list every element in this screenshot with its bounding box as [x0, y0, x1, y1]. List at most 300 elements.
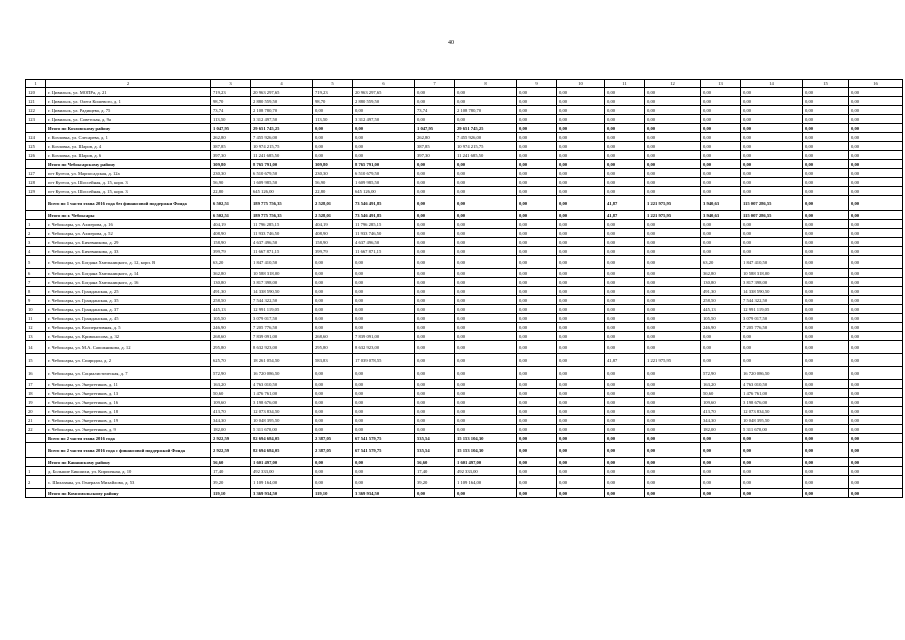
- value-cell: 2 880 559,50: [353, 97, 415, 106]
- value-cell: 17,40: [415, 467, 455, 476]
- value-cell: 0,00: [557, 443, 605, 458]
- value-cell: 163,20: [211, 380, 251, 389]
- address-cell: Всего по 1 части этапа 2016 года без финансовой поддержки Фонда: [46, 196, 211, 211]
- value-cell: 258,50: [211, 296, 251, 305]
- value-cell: 0,00: [849, 434, 903, 443]
- total-row: [26, 124, 903, 133]
- value-cell: 0,00: [313, 398, 353, 407]
- value-cell: 11 241 685,50: [251, 151, 313, 160]
- value-cell: 0,00: [645, 187, 701, 196]
- table-row: [26, 278, 903, 287]
- value-cell: 535,54: [415, 443, 455, 458]
- value-cell: 0,00: [849, 458, 903, 467]
- value-cell: 0,00: [645, 142, 701, 151]
- row-number: 13: [26, 332, 46, 341]
- value-cell: 0,00: [849, 133, 903, 142]
- value-cell: 0,00: [557, 220, 605, 229]
- total-row: [26, 211, 903, 220]
- value-cell: 0,00: [803, 211, 849, 220]
- total-row: [26, 196, 903, 211]
- header-cell: 10: [557, 80, 605, 88]
- value-cell: 1 221 975,95: [645, 196, 701, 211]
- header-cell: 2: [46, 80, 211, 88]
- address-cell: пгт Кугеси, ул. Марпосадская, д. 12а: [46, 169, 211, 178]
- value-cell: 0,00: [849, 211, 903, 220]
- value-cell: 0,00: [557, 178, 605, 187]
- value-cell: 408,90: [313, 229, 353, 238]
- value-cell: 0,00: [455, 332, 517, 341]
- value-cell: 0,00: [353, 323, 415, 332]
- value-cell: 0,00: [415, 278, 455, 287]
- value-cell: 0,00: [313, 458, 353, 467]
- value-cell: 0,00: [803, 115, 849, 124]
- value-cell: 0,00: [313, 314, 353, 323]
- value-cell: 0,00: [557, 380, 605, 389]
- value-cell: 0,00: [415, 367, 455, 380]
- value-cell: 0,00: [557, 323, 605, 332]
- value-cell: 0,00: [605, 443, 645, 458]
- value-cell: 0,00: [645, 323, 701, 332]
- value-cell: 0,00: [741, 169, 803, 178]
- value-cell: 0,00: [517, 458, 557, 467]
- value-cell: 50,60: [211, 389, 251, 398]
- address-cell: Итого по г. Чебоксары: [46, 211, 211, 220]
- value-cell: 387,85: [415, 142, 455, 151]
- row-number: 15: [26, 354, 46, 367]
- value-cell: 0,00: [645, 434, 701, 443]
- value-cell: 0,00: [557, 238, 605, 247]
- value-cell: 5 311 670,00: [741, 425, 803, 434]
- value-cell: 0,00: [455, 425, 517, 434]
- value-cell: 56,60: [415, 458, 455, 467]
- value-cell: 404,19: [211, 220, 251, 229]
- value-cell: 0,00: [517, 247, 557, 256]
- header-cell: 7: [415, 80, 455, 88]
- value-cell: 0,00: [415, 256, 455, 269]
- table-row: [26, 187, 903, 196]
- value-cell: 0,00: [645, 416, 701, 425]
- value-cell: 0,00: [741, 476, 803, 489]
- value-cell: 7 544 322,50: [251, 296, 313, 305]
- row-number: 19: [26, 398, 46, 407]
- value-cell: 0,00: [803, 106, 849, 115]
- value-cell: 1 601 497,00: [251, 458, 313, 467]
- value-cell: 0,00: [313, 476, 353, 489]
- value-cell: 0,00: [557, 278, 605, 287]
- value-cell: 0,00: [605, 187, 645, 196]
- value-cell: 0,00: [557, 133, 605, 142]
- value-cell: 1 609 985,50: [251, 178, 313, 187]
- value-cell: 0,00: [645, 341, 701, 354]
- value-cell: 295,80: [211, 341, 251, 354]
- header-cell: 4: [251, 80, 313, 88]
- value-cell: 0,00: [415, 296, 455, 305]
- value-cell: 0,00: [849, 124, 903, 133]
- address-cell: Итого по Козловскому району: [46, 124, 211, 133]
- value-cell: 0,00: [701, 160, 741, 169]
- value-cell: 0,00: [313, 106, 353, 115]
- value-cell: 82 694 684,05: [251, 443, 313, 458]
- value-cell: 0,00: [415, 97, 455, 106]
- row-number: [26, 489, 46, 498]
- value-cell: 491,30: [701, 287, 741, 296]
- value-cell: 0,00: [605, 489, 645, 498]
- value-cell: 0,00: [517, 398, 557, 407]
- table-row: [26, 467, 903, 476]
- value-cell: 0,00: [803, 354, 849, 367]
- value-cell: 130,80: [701, 278, 741, 287]
- value-cell: 0,00: [741, 133, 803, 142]
- value-cell: 0,00: [849, 341, 903, 354]
- value-cell: 492 333,00: [251, 467, 313, 476]
- header-cell: 1: [26, 80, 46, 88]
- value-cell: 115 007 286,55: [741, 196, 803, 211]
- value-cell: 3 369 934,50: [353, 489, 415, 498]
- value-cell: 3 312 497,50: [251, 115, 313, 124]
- table-row: [26, 247, 903, 256]
- value-cell: 0,00: [741, 220, 803, 229]
- row-number: 20: [26, 407, 46, 416]
- value-cell: 0,00: [849, 416, 903, 425]
- value-cell: 0,00: [849, 97, 903, 106]
- address-cell: г. Чебоксары, ул. Богдана Хмельницкого, д. 16: [46, 278, 211, 287]
- value-cell: 0,00: [605, 178, 645, 187]
- value-cell: 0,00: [645, 443, 701, 458]
- total-row: [26, 489, 903, 498]
- value-cell: 3 198 676,00: [741, 398, 803, 407]
- value-cell: 0,00: [415, 407, 455, 416]
- value-cell: 0,00: [557, 367, 605, 380]
- value-cell: 0,00: [849, 278, 903, 287]
- value-cell: 0,00: [605, 238, 645, 247]
- value-cell: 1 476 761,00: [251, 389, 313, 398]
- table-row: [26, 398, 903, 407]
- value-cell: 1 047,95: [211, 124, 251, 133]
- value-cell: 0,00: [849, 220, 903, 229]
- address-cell: Всего по 2 части этапа 2016 года с финансовой поддержкой Фонда: [46, 443, 211, 458]
- table-row: [26, 256, 903, 269]
- value-cell: 0,00: [741, 178, 803, 187]
- address-cell: г. Чебоксары, ул. Энергетиков, д. 9: [46, 425, 211, 434]
- value-cell: 14 338 590,50: [251, 287, 313, 296]
- value-cell: 0,00: [701, 115, 741, 124]
- value-cell: 56,90: [313, 178, 353, 187]
- value-cell: 0,00: [353, 425, 415, 434]
- value-cell: 0,00: [701, 142, 741, 151]
- table-row: [26, 367, 903, 380]
- table-row: [26, 269, 903, 278]
- value-cell: 113,50: [313, 115, 353, 124]
- row-number: 1: [26, 220, 46, 229]
- row-number: [26, 434, 46, 443]
- value-cell: 0,00: [455, 196, 517, 211]
- value-cell: 3 369 934,50: [251, 489, 313, 498]
- value-cell: 6 510 679,50: [353, 169, 415, 178]
- row-number: [26, 443, 46, 458]
- value-cell: 0,00: [557, 332, 605, 341]
- value-cell: 0,00: [803, 314, 849, 323]
- value-cell: 0,00: [849, 296, 903, 305]
- value-cell: 0,00: [455, 407, 517, 416]
- value-cell: 0,00: [741, 458, 803, 467]
- value-cell: 0,00: [849, 407, 903, 416]
- value-cell: 0,00: [415, 229, 455, 238]
- value-cell: 0,00: [455, 389, 517, 398]
- value-cell: 0,00: [803, 476, 849, 489]
- value-cell: 0,00: [455, 229, 517, 238]
- value-cell: 0,00: [353, 142, 415, 151]
- value-cell: 0,00: [517, 341, 557, 354]
- value-cell: 0,00: [313, 323, 353, 332]
- value-cell: 50,60: [701, 389, 741, 398]
- value-cell: 0,00: [415, 314, 455, 323]
- value-cell: 0,00: [645, 425, 701, 434]
- row-number: 4: [26, 247, 46, 256]
- value-cell: 2 108 780,70: [251, 106, 313, 115]
- value-cell: 0,00: [517, 476, 557, 489]
- value-cell: 22,80: [211, 187, 251, 196]
- value-cell: 12 991 119,05: [251, 305, 313, 314]
- value-cell: 0,00: [455, 160, 517, 169]
- row-number: 123: [26, 115, 46, 124]
- value-cell: 0,00: [517, 489, 557, 498]
- value-cell: 0,00: [645, 238, 701, 247]
- value-cell: 0,00: [849, 160, 903, 169]
- value-cell: 0,00: [557, 416, 605, 425]
- table-row: [26, 238, 903, 247]
- value-cell: 0,00: [645, 160, 701, 169]
- row-number: 2: [26, 229, 46, 238]
- row-number: 9: [26, 296, 46, 305]
- address-cell: г. Чебоксары, ул. Кривоносова, д. 32: [46, 332, 211, 341]
- value-cell: 0,00: [557, 398, 605, 407]
- value-cell: 163,20: [701, 380, 741, 389]
- value-cell: 1 476 761,00: [741, 389, 803, 398]
- value-cell: 0,00: [803, 278, 849, 287]
- value-cell: 2 387,05: [313, 443, 353, 458]
- row-number: 129: [26, 187, 46, 196]
- address-cell: Итого по Чебоксарскому району: [46, 160, 211, 169]
- value-cell: 268,60: [211, 332, 251, 341]
- table-row: [26, 151, 903, 160]
- value-cell: 0,00: [605, 269, 645, 278]
- value-cell: 262,80: [211, 133, 251, 142]
- value-cell: 0,00: [849, 476, 903, 489]
- value-cell: 0,00: [313, 467, 353, 476]
- value-cell: 0,00: [645, 467, 701, 476]
- value-cell: 0,00: [701, 341, 741, 354]
- value-cell: 0,00: [605, 142, 645, 151]
- value-cell: 8 632 923,00: [251, 341, 313, 354]
- value-cell: 0,00: [645, 380, 701, 389]
- value-cell: 0,00: [645, 247, 701, 256]
- row-number: 121: [26, 97, 46, 106]
- table-row: [26, 115, 903, 124]
- value-cell: 0,00: [517, 287, 557, 296]
- value-cell: 0,00: [313, 287, 353, 296]
- value-cell: 10 974 215,75: [251, 142, 313, 151]
- value-cell: 0,00: [701, 151, 741, 160]
- value-cell: 0,00: [415, 380, 455, 389]
- value-cell: 3 079 017,50: [251, 314, 313, 323]
- value-cell: 0,00: [645, 314, 701, 323]
- value-cell: 0,00: [645, 367, 701, 380]
- value-cell: 4 637 496,50: [251, 238, 313, 247]
- value-cell: 0,00: [517, 278, 557, 287]
- value-cell: 0,00: [415, 115, 455, 124]
- value-cell: 0,00: [353, 467, 415, 476]
- value-cell: 16 720 086,50: [741, 367, 803, 380]
- value-cell: 63,20: [211, 256, 251, 269]
- value-cell: 1 847 410,50: [741, 256, 803, 269]
- row-number: 22: [26, 425, 46, 434]
- address-cell: г. Чебоксары, ул. Энергетиков, д. 13: [46, 389, 211, 398]
- value-cell: 258,50: [701, 296, 741, 305]
- row-number: 124: [26, 133, 46, 142]
- value-cell: 0,00: [557, 407, 605, 416]
- value-cell: 572,90: [701, 367, 741, 380]
- value-cell: 1 601 497,00: [455, 458, 517, 467]
- value-cell: 344,30: [211, 416, 251, 425]
- address-cell: Итого по Комсомольскому району: [46, 489, 211, 498]
- value-cell: 0,00: [517, 178, 557, 187]
- value-cell: 0,00: [517, 238, 557, 247]
- value-cell: 0,00: [415, 220, 455, 229]
- value-cell: 0,00: [455, 380, 517, 389]
- value-cell: 0,00: [517, 160, 557, 169]
- value-cell: 413,70: [701, 407, 741, 416]
- header-cell: 12: [645, 80, 701, 88]
- value-cell: 0,00: [353, 398, 415, 407]
- value-cell: 0,00: [455, 247, 517, 256]
- table-row: [26, 169, 903, 178]
- value-cell: 0,00: [557, 467, 605, 476]
- value-cell: 0,00: [701, 434, 741, 443]
- address-cell: г. Козловка, ул. Слесарева, д. 1: [46, 133, 211, 142]
- value-cell: 0,00: [353, 367, 415, 380]
- table-row: [26, 389, 903, 398]
- value-cell: 246,90: [701, 323, 741, 332]
- value-cell: 0,00: [557, 341, 605, 354]
- value-cell: 0,00: [557, 247, 605, 256]
- value-cell: 2 880 559,50: [251, 97, 313, 106]
- value-cell: 0,00: [645, 97, 701, 106]
- table-row: [26, 323, 903, 332]
- address-cell: г. Чебоксары, ул. Богдана Хмельницкого, д. 12, корп. В: [46, 256, 211, 269]
- value-cell: 0,00: [415, 287, 455, 296]
- value-cell: 0,00: [849, 256, 903, 269]
- value-cell: 0,00: [605, 160, 645, 169]
- value-cell: 413,70: [211, 407, 251, 416]
- value-cell: 0,00: [645, 489, 701, 498]
- value-cell: 0,00: [645, 220, 701, 229]
- value-cell: 0,00: [455, 416, 517, 425]
- value-cell: 0,00: [803, 256, 849, 269]
- value-cell: 572,90: [211, 367, 251, 380]
- value-cell: 0,00: [849, 398, 903, 407]
- value-cell: 0,00: [415, 178, 455, 187]
- value-cell: 0,00: [605, 88, 645, 97]
- value-cell: 0,00: [557, 211, 605, 220]
- value-cell: 0,00: [517, 220, 557, 229]
- row-number: 21: [26, 416, 46, 425]
- value-cell: 0,00: [645, 407, 701, 416]
- value-cell: 0,00: [313, 407, 353, 416]
- row-number: 128: [26, 178, 46, 187]
- value-cell: 0,00: [645, 278, 701, 287]
- row-number: 127: [26, 169, 46, 178]
- value-cell: 0,00: [605, 296, 645, 305]
- value-cell: 0,00: [557, 314, 605, 323]
- value-cell: 0,00: [353, 133, 415, 142]
- value-cell: 98,70: [313, 97, 353, 106]
- value-cell: 0,00: [803, 416, 849, 425]
- value-cell: 4 763 010,50: [251, 380, 313, 389]
- value-cell: 645 126,00: [251, 187, 313, 196]
- value-cell: 0,00: [517, 434, 557, 443]
- value-cell: 0,00: [849, 354, 903, 367]
- value-cell: 0,00: [455, 115, 517, 124]
- value-cell: 397,30: [415, 151, 455, 160]
- value-cell: 7 839 091,00: [251, 332, 313, 341]
- row-number: 7: [26, 278, 46, 287]
- value-cell: 0,00: [605, 247, 645, 256]
- value-cell: 0,00: [849, 115, 903, 124]
- value-cell: 0,00: [557, 305, 605, 314]
- table-row: [26, 229, 903, 238]
- header-cell: 16: [849, 80, 903, 88]
- value-cell: 0,00: [701, 238, 741, 247]
- header-row: [26, 80, 903, 88]
- value-cell: 0,00: [313, 389, 353, 398]
- value-cell: 0,00: [741, 489, 803, 498]
- value-cell: 0,00: [849, 323, 903, 332]
- value-cell: 0,00: [701, 247, 741, 256]
- value-cell: 0,00: [517, 425, 557, 434]
- value-cell: 10 048 395,50: [251, 416, 313, 425]
- address-cell: г. Чебоксары, ул. Энергетиков, д. 11: [46, 380, 211, 389]
- value-cell: 0,00: [605, 133, 645, 142]
- value-cell: 3 079 017,50: [741, 314, 803, 323]
- value-cell: 0,00: [605, 425, 645, 434]
- value-cell: 0,00: [557, 476, 605, 489]
- table-row: [26, 354, 903, 367]
- value-cell: 8 632 923,00: [353, 341, 415, 354]
- value-cell: 0,00: [645, 169, 701, 178]
- value-cell: 0,00: [415, 323, 455, 332]
- value-cell: 262,80: [415, 133, 455, 142]
- value-cell: 0,00: [803, 305, 849, 314]
- value-cell: 0,00: [849, 367, 903, 380]
- value-cell: 0,00: [415, 247, 455, 256]
- value-cell: 158,90: [313, 238, 353, 247]
- address-cell: г. Цивильск, ул. Олега Кошевого, д. 1: [46, 97, 211, 106]
- value-cell: 230,30: [211, 169, 251, 178]
- value-cell: 0,00: [605, 256, 645, 269]
- value-cell: 0,00: [313, 269, 353, 278]
- value-cell: 0,00: [455, 367, 517, 380]
- value-cell: 0,00: [605, 380, 645, 389]
- table-row: [26, 425, 903, 434]
- value-cell: 0,00: [415, 238, 455, 247]
- value-cell: 0,00: [803, 380, 849, 389]
- value-cell: 0,00: [455, 178, 517, 187]
- value-cell: 1 109 164,00: [251, 476, 313, 489]
- value-cell: 98,70: [211, 97, 251, 106]
- value-cell: 0,00: [517, 305, 557, 314]
- value-cell: 0,00: [803, 133, 849, 142]
- value-cell: 0,00: [605, 278, 645, 287]
